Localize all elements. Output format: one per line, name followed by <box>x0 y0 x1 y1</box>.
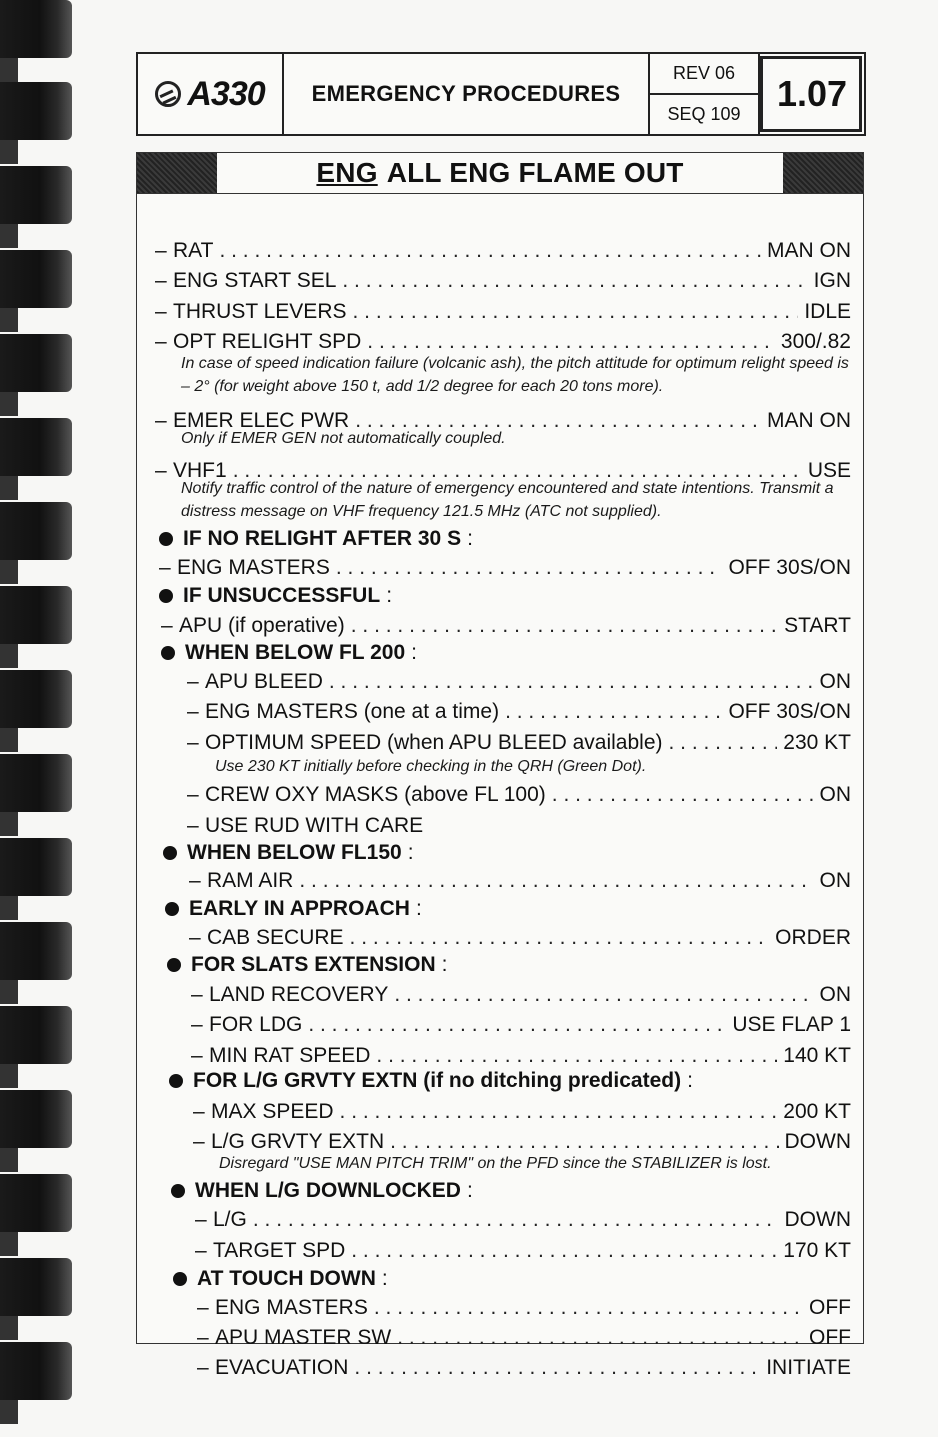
checklist-item <box>187 783 851 807</box>
item-dash: – <box>193 1100 205 1123</box>
section-number: 1.07 <box>758 54 864 134</box>
condition-text: IF UNSUCCESSFUL <box>183 584 381 607</box>
condition-colon: : <box>467 527 473 550</box>
item-label: EVACUATION <box>215 1356 349 1379</box>
procedure-note: Use 230 KT initially before checking in the QRH (Green Dot). <box>215 758 647 775</box>
item-action: OFF <box>809 1326 851 1349</box>
item-label: ENG MASTERS <box>177 556 330 579</box>
checklist-item <box>161 614 851 638</box>
item-dash: – <box>155 239 167 262</box>
checklist-item <box>159 556 851 580</box>
checklist-item <box>197 1356 851 1380</box>
chapter-title: EMERGENCY PROCEDURES <box>284 54 650 134</box>
binding-ring <box>0 250 72 308</box>
checklist-item <box>187 814 851 838</box>
condition-heading <box>159 527 473 551</box>
item-action: IDLE <box>804 300 851 323</box>
item-dash: – <box>187 731 199 754</box>
item-action: 230 KT <box>783 731 851 754</box>
checklist-item <box>191 983 851 1007</box>
leader-dots <box>397 1326 803 1350</box>
item-action: ON <box>819 869 851 892</box>
item-label: RAT <box>173 239 214 262</box>
item-label: ENG START SEL <box>173 269 337 292</box>
item-label: USE RUD WITH CARE <box>205 814 424 837</box>
procedure-title-bar <box>137 153 863 194</box>
item-action: 200 KT <box>783 1100 851 1123</box>
condition-text: AT TOUCH DOWN <box>197 1267 376 1290</box>
leader-dots <box>394 983 813 1007</box>
leader-dots <box>354 1356 760 1380</box>
item-action: OFF 30S/ON <box>728 556 851 579</box>
leader-dots <box>351 1239 777 1263</box>
bullet-icon <box>161 646 175 660</box>
checklist-item <box>187 700 851 724</box>
item-dash: – <box>155 459 167 482</box>
leader-dots <box>374 1296 803 1320</box>
item-dash: – <box>195 1239 207 1262</box>
condition-text: WHEN BELOW FL150 <box>187 841 402 864</box>
checklist-item <box>195 1208 851 1232</box>
revision-cell <box>650 54 758 134</box>
item-action: INITIATE <box>766 1356 851 1379</box>
leader-dots <box>505 700 722 724</box>
item-dash: – <box>197 1326 209 1349</box>
leader-dots <box>219 239 761 263</box>
leader-dots <box>376 1044 777 1068</box>
condition-colon: : <box>415 897 422 920</box>
condition-heading <box>169 1069 693 1093</box>
item-dash: – <box>161 614 173 637</box>
condition-text: IF NO RELIGHT AFTER 30 S <box>183 527 462 550</box>
leader-dots <box>669 731 778 755</box>
binding-ring <box>0 1342 72 1400</box>
checklist-item <box>189 869 851 893</box>
item-label: L/G GRVTY EXTN <box>211 1130 385 1153</box>
condition-text: FOR L/G GRVTY EXTN (if no ditching predicated) <box>193 1069 682 1092</box>
procedure-title <box>217 153 783 193</box>
title-bar-shading <box>137 153 217 193</box>
condition-colon: : <box>386 584 393 607</box>
item-dash: – <box>155 269 167 292</box>
item-action: OFF <box>809 1296 851 1319</box>
item-label: MIN RAT SPEED <box>209 1044 371 1067</box>
revision-number: REV 06 <box>650 54 758 95</box>
leader-dots <box>308 1013 726 1037</box>
condition-colon: : <box>441 953 448 976</box>
leader-dots <box>552 783 814 807</box>
item-action: MAN ON <box>767 239 851 262</box>
item-dash: – <box>193 1130 205 1153</box>
binding-ring <box>0 670 72 728</box>
item-dash: – <box>187 670 199 693</box>
binding-ring <box>0 334 72 392</box>
item-action: START <box>784 614 851 637</box>
sequence-number: SEQ 109 <box>667 104 741 124</box>
bullet-icon <box>159 589 173 603</box>
leader-dots <box>367 330 775 354</box>
item-dash: – <box>191 983 203 1006</box>
procedure-note: Disregard "USE MAN PITCH TRIM" on the PFD since the STABILIZER is lost. <box>219 1155 772 1172</box>
binding-ring <box>0 502 72 560</box>
binding-ring <box>0 166 72 224</box>
item-action: 170 KT <box>783 1239 851 1262</box>
binding-ring <box>0 922 72 980</box>
item-action: 300/.82 <box>780 330 851 353</box>
condition-heading <box>167 953 447 977</box>
item-action: USE <box>807 459 851 482</box>
item-label: OPT RELIGHT SPD <box>173 330 362 353</box>
item-action: MAN ON <box>767 409 851 432</box>
binding-ring <box>0 1006 72 1064</box>
condition-colon: : <box>407 841 414 864</box>
checklist-item <box>155 300 851 324</box>
checklist-item <box>155 330 851 354</box>
binding-ring <box>0 754 72 812</box>
item-action: OFF 30S/ON <box>728 700 851 723</box>
leader-dots <box>299 869 813 893</box>
item-label: ENG MASTERS <box>215 1296 368 1319</box>
binding-ring <box>0 838 72 896</box>
condition-heading <box>161 641 417 665</box>
airbus-logo-icon <box>155 81 181 107</box>
item-dash: – <box>195 1208 207 1231</box>
item-label: MAX SPEED <box>211 1100 334 1123</box>
item-action: 140 KT <box>783 1044 851 1067</box>
leader-dots <box>340 1100 778 1124</box>
condition-colon: : <box>381 1267 388 1290</box>
checklist-item <box>193 1100 851 1124</box>
item-dash: – <box>187 700 199 723</box>
item-action: USE FLAP 1 <box>732 1013 851 1036</box>
item-dash: – <box>197 1296 209 1319</box>
procedure-note: Only if EMER GEN not automatically coupled. <box>181 430 506 447</box>
checklist-item <box>187 731 851 755</box>
procedure-title-prefix: ENG <box>316 157 378 188</box>
logo <box>138 54 284 134</box>
condition-colon: : <box>411 641 417 664</box>
item-label: EMER ELEC PWR <box>173 409 350 432</box>
item-label: CREW OXY MASKS (above FL 100) <box>205 783 546 806</box>
bullet-icon <box>171 1184 185 1198</box>
leader-dots <box>390 1130 778 1154</box>
condition-heading <box>171 1179 473 1203</box>
item-dash: – <box>197 1356 209 1379</box>
leader-dots <box>342 269 807 293</box>
item-dash: – <box>189 926 201 949</box>
aircraft-type: A330 <box>187 74 265 113</box>
binding-ring <box>0 1174 72 1232</box>
checklist-item <box>189 926 851 950</box>
condition-text: FOR SLATS EXTENSION <box>191 953 436 976</box>
item-label: RAM AIR <box>207 869 294 892</box>
item-dash: – <box>187 783 199 806</box>
binding-ring <box>0 1258 72 1316</box>
condition-colon: : <box>687 1069 693 1092</box>
bullet-icon <box>167 958 181 972</box>
bullet-icon <box>165 902 179 916</box>
title-bar-shading <box>783 153 863 193</box>
item-label: LAND RECOVERY <box>209 983 389 1006</box>
item-dash: – <box>155 409 167 432</box>
checklist-item <box>191 1013 851 1037</box>
procedure-note: Notify traffic control of the nature of emergency encountered and state intentions. Transmit a distress message on VHF frequency 121.5 MHz (ATC not supplied). <box>181 480 834 520</box>
item-dash: – <box>155 300 167 323</box>
condition-heading <box>159 584 392 608</box>
procedure-box <box>136 152 864 1379</box>
leader-dots <box>253 1208 779 1232</box>
checklist-item <box>195 1239 851 1263</box>
item-action: ON <box>819 670 851 693</box>
checklist-item <box>155 269 851 293</box>
condition-heading <box>163 841 414 865</box>
binding-ring <box>0 0 72 58</box>
bullet-icon <box>169 1074 183 1088</box>
condition-text: WHEN L/G DOWNLOCKED <box>195 1179 461 1202</box>
item-dash: – <box>159 556 171 579</box>
checklist-item <box>187 670 851 694</box>
binding-ring <box>0 586 72 644</box>
item-dash: – <box>191 1044 203 1067</box>
condition-text: EARLY IN APPROACH <box>189 897 410 920</box>
procedure-title-main: ALL ENG FLAME OUT <box>386 157 684 188</box>
bullet-icon <box>173 1272 187 1286</box>
item-action: DOWN <box>784 1130 851 1153</box>
item-label: L/G <box>213 1208 247 1231</box>
item-label: TARGET SPD <box>213 1239 346 1262</box>
item-dash: – <box>187 814 199 837</box>
leader-dots <box>353 300 799 324</box>
item-action: ORDER <box>775 926 851 949</box>
condition-text: WHEN BELOW FL 200 <box>185 641 406 664</box>
leader-dots <box>336 556 723 580</box>
spiral-binding <box>0 0 80 1437</box>
item-dash: – <box>155 330 167 353</box>
binding-ring <box>0 1090 72 1148</box>
condition-heading <box>165 897 422 921</box>
condition-heading <box>173 1267 388 1291</box>
checklist-item <box>155 239 851 263</box>
leader-dots <box>351 614 778 638</box>
item-label: ENG MASTERS (one at a time) <box>205 700 500 723</box>
item-label: FOR LDG <box>209 1013 303 1036</box>
page-header <box>136 52 866 136</box>
checklist-item <box>197 1326 851 1350</box>
item-label: APU BLEED <box>205 670 323 693</box>
item-label: CAB SECURE <box>207 926 344 949</box>
bullet-icon <box>163 846 177 860</box>
condition-colon: : <box>466 1179 473 1202</box>
item-label: VHF1 <box>173 459 227 482</box>
item-dash: – <box>191 1013 203 1036</box>
item-label: APU (if operative) <box>179 614 345 637</box>
checklist-item <box>197 1296 851 1320</box>
item-action: IGN <box>813 269 851 292</box>
binding-ring <box>0 418 72 476</box>
item-action: ON <box>819 983 851 1006</box>
item-action: ON <box>819 783 851 806</box>
item-label: THRUST LEVERS <box>173 300 347 323</box>
checklist-item <box>191 1044 851 1068</box>
checklist-item <box>193 1130 851 1154</box>
leader-dots <box>350 926 770 950</box>
bullet-icon <box>159 532 173 546</box>
item-action: DOWN <box>784 1208 851 1231</box>
item-label: APU MASTER SW <box>215 1326 392 1349</box>
item-dash: – <box>189 869 201 892</box>
binding-ring <box>0 82 72 140</box>
item-label: OPTIMUM SPEED (when APU BLEED available) <box>205 731 663 754</box>
procedure-note: In case of speed indication failure (volcanic ash), the pitch attitude for optimum relight speed is – 2° (for weight above 150 t, add 1/2 degree for each 20 tons more). <box>181 355 849 395</box>
leader-dots <box>329 670 814 694</box>
